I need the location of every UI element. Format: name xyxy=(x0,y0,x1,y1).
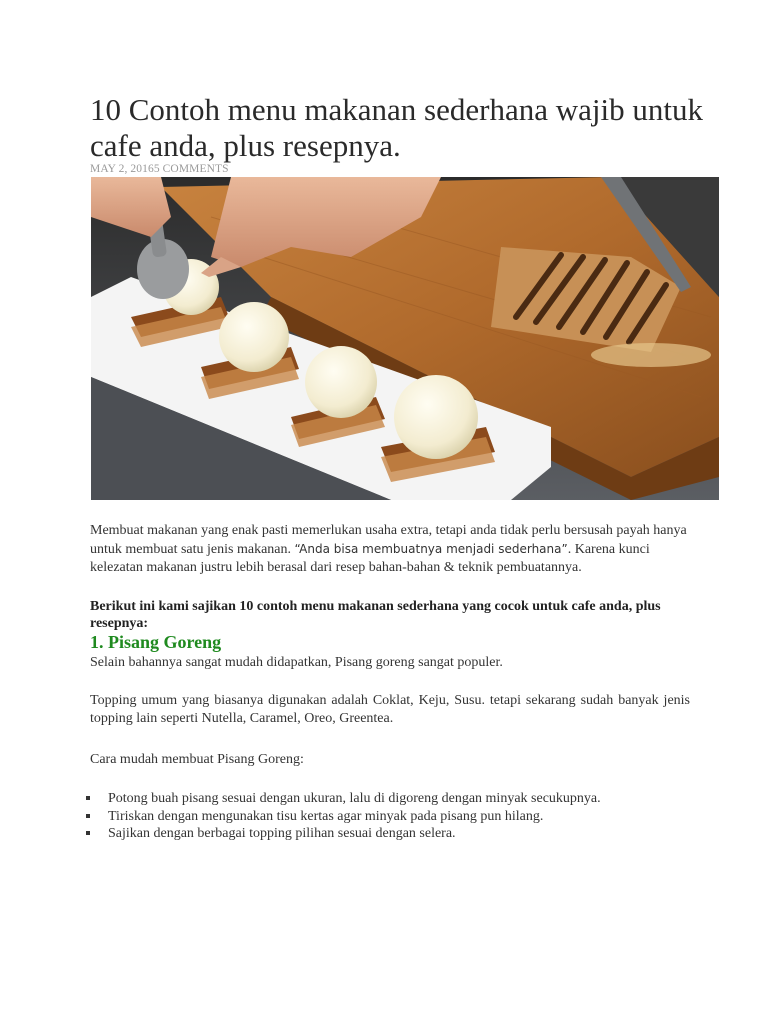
list-item xyxy=(86,790,601,808)
lead-paragraph: Berikut ini kami sajikan 10 contoh menu makanan sederhana yang cocok untuk cafe anda, plus resepnya: xyxy=(90,599,661,631)
intro-paragraph xyxy=(90,522,690,577)
popular-paragraph: Selain bahannya sangat mudah didapatkan, Pisang goreng sangat populer. xyxy=(90,655,503,670)
hero-photo-illustration xyxy=(91,177,719,500)
steps-list xyxy=(86,790,601,843)
bullet-icon xyxy=(86,814,90,818)
intro-text-1: Membuat makanan yang enak pasti memerlukan usaha extra, tetapi anda tidak perlu bersusah payah hanya untuk membuat satu jenis makanan. xyxy=(90,523,687,557)
bullet-icon xyxy=(86,831,90,835)
post-meta[interactable]: MAY 2, 20165 COMMENTS xyxy=(90,163,229,175)
intro-text-2: . Karena kunci kelezatan makanan justru lebih berasal dari resep bahan-bahan & teknik pembuatannya. xyxy=(90,542,650,575)
intro-quote: “Anda bisa membuatnya menjadi sederhana” xyxy=(294,542,568,556)
list-item xyxy=(86,808,601,826)
bullet-icon xyxy=(86,796,90,800)
hero-image xyxy=(91,177,719,500)
topping-paragraph: Topping umum yang biasanya digunakan adalah Coklat, Keju, Susu. tetapi sekarang sudah banyak jenis topping lain seperti Nutella, Caramel, Oreo, Greentea. xyxy=(90,693,690,726)
step-text: Potong buah pisang sesuai dengan ukuran, lalu di digoreng dengan minyak secukupnya. xyxy=(108,791,601,806)
section-heading: 1. Pisang Goreng xyxy=(90,632,222,652)
step-text: Tiriskan dengan mengunakan tisu kertas agar minyak pada pisang pun hilang. xyxy=(108,808,544,824)
howto-paragraph: Cara mudah membuat Pisang Goreng: xyxy=(90,752,304,767)
step-text: Sajikan dengan berbagai topping pilihan sesuai dengan selera. xyxy=(108,826,456,841)
list-item xyxy=(86,825,601,843)
article-title: 10 Contoh menu makanan sederhana wajib untuk cafe anda, plus resepnya. xyxy=(90,92,703,163)
